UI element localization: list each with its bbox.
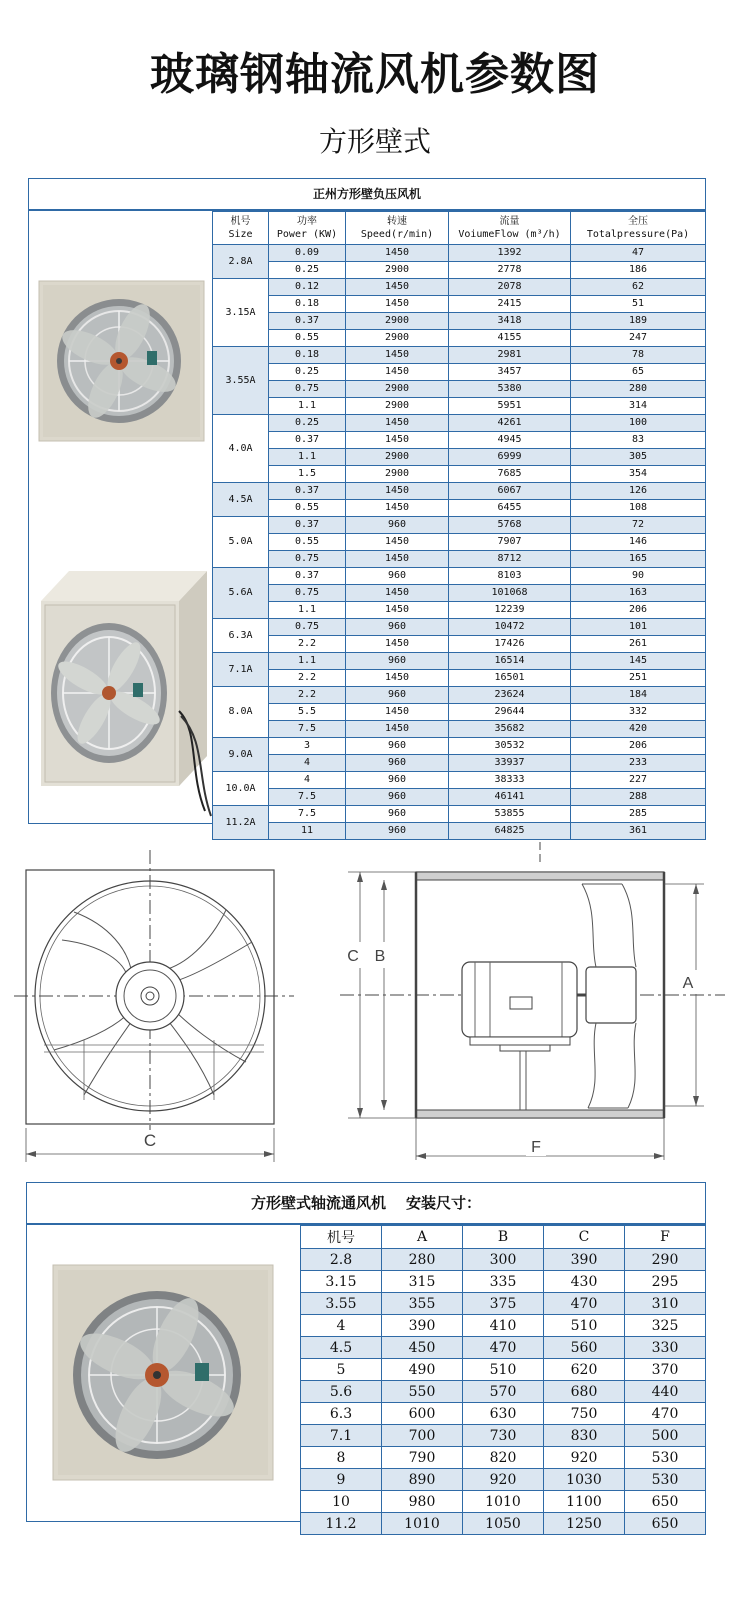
side-dim-a-label: A bbox=[682, 975, 694, 992]
spec-table-row bbox=[213, 755, 706, 772]
spec-cell-pressure: 314 bbox=[571, 398, 706, 415]
spec-table-row bbox=[213, 279, 706, 296]
dim-cell-a: 790 bbox=[382, 1447, 463, 1469]
spec-cell-flow: 1392 bbox=[449, 245, 571, 262]
spec-cell-power: 7.5 bbox=[269, 806, 346, 823]
spec-cell-flow: 101068 bbox=[449, 585, 571, 602]
spec-cell-size: 9.0A bbox=[213, 738, 269, 772]
spec-table-row bbox=[213, 551, 706, 568]
spec-cell-power: 2.2 bbox=[269, 687, 346, 704]
dim-cell-f: 530 bbox=[625, 1469, 706, 1491]
dim-cell-f: 325 bbox=[625, 1315, 706, 1337]
spec-cell-flow: 2778 bbox=[449, 262, 571, 279]
spec-cell-pressure: 280 bbox=[571, 381, 706, 398]
spec-cell-pressure: 261 bbox=[571, 636, 706, 653]
spec-cell-power: 0.75 bbox=[269, 551, 346, 568]
spec-cell-pressure: 361 bbox=[571, 823, 706, 840]
spec-cell-pressure: 189 bbox=[571, 313, 706, 330]
dimension-table-row bbox=[301, 1249, 706, 1271]
spec-cell-flow: 46141 bbox=[449, 789, 571, 806]
spec-cell-power: 4 bbox=[269, 772, 346, 789]
dim-cell-c: 750 bbox=[544, 1403, 625, 1425]
spec-table-row bbox=[213, 806, 706, 823]
spec-cell-power: 2.2 bbox=[269, 636, 346, 653]
dim-cell-a: 700 bbox=[382, 1425, 463, 1447]
page-title: 玻璃钢轴流风机参数图 bbox=[150, 49, 600, 100]
dim-header-c: C bbox=[544, 1226, 625, 1249]
dimension-table-row bbox=[301, 1337, 706, 1359]
dimension-table bbox=[300, 1225, 706, 1535]
dim-cell-f: 440 bbox=[625, 1381, 706, 1403]
spec-table-row bbox=[213, 619, 706, 636]
dim-cell-c: 560 bbox=[544, 1337, 625, 1359]
fan-photo-angled bbox=[41, 571, 211, 816]
spec-cell-speed: 1450 bbox=[346, 296, 449, 313]
spec-cell-speed: 1450 bbox=[346, 500, 449, 517]
spec-cell-flow: 29644 bbox=[449, 704, 571, 721]
dim-cell-f: 650 bbox=[625, 1491, 706, 1513]
spec-cell-size: 10.0A bbox=[213, 772, 269, 806]
spec-cell-speed: 960 bbox=[346, 738, 449, 755]
dim-cell-b: 300 bbox=[463, 1249, 544, 1271]
spec-cell-flow: 64825 bbox=[449, 823, 571, 840]
spec-table-row bbox=[213, 466, 706, 483]
spec-cell-power: 0.55 bbox=[269, 330, 346, 347]
spec-cell-flow: 5951 bbox=[449, 398, 571, 415]
dim-cell-c: 1030 bbox=[544, 1469, 625, 1491]
spec-cell-flow: 7907 bbox=[449, 534, 571, 551]
spec-cell-size: 3.55A bbox=[213, 347, 269, 415]
side-dim-f-label: F bbox=[531, 1139, 541, 1156]
spec-table-row bbox=[213, 789, 706, 806]
spec-cell-speed: 1450 bbox=[346, 636, 449, 653]
spec-cell-power: 0.37 bbox=[269, 568, 346, 585]
dim-cell-f: 290 bbox=[625, 1249, 706, 1271]
spec-cell-size: 5.6A bbox=[213, 568, 269, 619]
spec-cell-pressure: 47 bbox=[571, 245, 706, 262]
dimension-table-row bbox=[301, 1315, 706, 1337]
spec-table-row bbox=[213, 381, 706, 398]
spec-cell-pressure: 420 bbox=[571, 721, 706, 738]
spec-table-row bbox=[213, 483, 706, 500]
spec-cell-speed: 1450 bbox=[346, 432, 449, 449]
spec-cell-pressure: 305 bbox=[571, 449, 706, 466]
dim-cell-b: 1050 bbox=[463, 1513, 544, 1535]
spec-table-row bbox=[213, 364, 706, 381]
dim-cell-f: 370 bbox=[625, 1359, 706, 1381]
dimension-table-row bbox=[301, 1491, 706, 1513]
dim-header-a: A bbox=[382, 1226, 463, 1249]
spec-table-row bbox=[213, 636, 706, 653]
spec-cell-pressure: 146 bbox=[571, 534, 706, 551]
dimension-table-row bbox=[301, 1381, 706, 1403]
spec-table-row bbox=[213, 449, 706, 466]
dimension-table-row bbox=[301, 1447, 706, 1469]
spec-cell-speed: 1450 bbox=[346, 551, 449, 568]
spec-cell-speed: 960 bbox=[346, 789, 449, 806]
dimension-title-main: 方形壁式轴流通风机 bbox=[250, 1194, 386, 1212]
spec-cell-speed: 960 bbox=[346, 653, 449, 670]
spec-cell-size: 5.0A bbox=[213, 517, 269, 568]
spec-cell-speed: 1450 bbox=[346, 245, 449, 262]
dim-cell-c: 680 bbox=[544, 1381, 625, 1403]
spec-cell-flow: 6067 bbox=[449, 483, 571, 500]
spec-cell-flow: 3457 bbox=[449, 364, 571, 381]
spec-cell-speed: 1450 bbox=[346, 721, 449, 738]
spec-table-row bbox=[213, 585, 706, 602]
dimension-title-sub: 安装尺寸： bbox=[406, 1194, 482, 1212]
spec-cell-power: 1.1 bbox=[269, 398, 346, 415]
spec-cell-pressure: 51 bbox=[571, 296, 706, 313]
spec-cell-speed: 1450 bbox=[346, 585, 449, 602]
spec-table-row bbox=[213, 670, 706, 687]
spec-header-speed: 转速 Speed(r/min) bbox=[346, 212, 449, 245]
spec-cell-pressure: 72 bbox=[571, 517, 706, 534]
dim-cell-a: 550 bbox=[382, 1381, 463, 1403]
spec-cell-flow: 5768 bbox=[449, 517, 571, 534]
spec-table-row bbox=[213, 398, 706, 415]
spec-cell-flow: 8103 bbox=[449, 568, 571, 585]
spec-header-power: 功率 Power (KW) bbox=[269, 212, 346, 245]
spec-cell-flow: 33937 bbox=[449, 755, 571, 772]
side-view-drawing bbox=[340, 842, 730, 1164]
spec-cell-pressure: 251 bbox=[571, 670, 706, 687]
spec-table-row bbox=[213, 432, 706, 449]
dim-cell-b: 630 bbox=[463, 1403, 544, 1425]
spec-cell-power: 0.25 bbox=[269, 262, 346, 279]
spec-table-row bbox=[213, 653, 706, 670]
dim-header-b: B bbox=[463, 1226, 544, 1249]
spec-header-size: 机号 Size bbox=[213, 212, 269, 245]
dim-cell-f: 500 bbox=[625, 1425, 706, 1447]
spec-table-row bbox=[213, 313, 706, 330]
dim-cell-c: 920 bbox=[544, 1447, 625, 1469]
dim-cell-b: 470 bbox=[463, 1337, 544, 1359]
spec-cell-power: 0.18 bbox=[269, 347, 346, 364]
dim-cell-b: 920 bbox=[463, 1469, 544, 1491]
spec-cell-pressure: 145 bbox=[571, 653, 706, 670]
spec-cell-pressure: 206 bbox=[571, 602, 706, 619]
spec-cell-flow: 12239 bbox=[449, 602, 571, 619]
spec-cell-flow: 23624 bbox=[449, 687, 571, 704]
dim-cell-f: 330 bbox=[625, 1337, 706, 1359]
dim-cell-a: 600 bbox=[382, 1403, 463, 1425]
spec-cell-power: 7.5 bbox=[269, 789, 346, 806]
spec-cell-power: 1.1 bbox=[269, 653, 346, 670]
spec-cell-speed: 2900 bbox=[346, 262, 449, 279]
spec-cell-power: 7.5 bbox=[269, 721, 346, 738]
spec-cell-flow: 6999 bbox=[449, 449, 571, 466]
spec-cell-speed: 960 bbox=[346, 823, 449, 840]
spec-cell-speed: 960 bbox=[346, 806, 449, 823]
side-dim-b-label: B bbox=[374, 948, 386, 965]
spec-table-row bbox=[213, 704, 706, 721]
spec-cell-size: 8.0A bbox=[213, 687, 269, 738]
spec-table-row bbox=[213, 738, 706, 755]
dim-header-f: F bbox=[625, 1226, 706, 1249]
dim-cell-a: 280 bbox=[382, 1249, 463, 1271]
spec-cell-size: 4.0A bbox=[213, 415, 269, 483]
fan-photo-front bbox=[39, 281, 204, 441]
spec-cell-power: 11 bbox=[269, 823, 346, 840]
spec-cell-speed: 960 bbox=[346, 687, 449, 704]
spec-cell-speed: 2900 bbox=[346, 449, 449, 466]
spec-cell-size: 11.2A bbox=[213, 806, 269, 840]
spec-cell-flow: 17426 bbox=[449, 636, 571, 653]
dim-cell-c: 1100 bbox=[544, 1491, 625, 1513]
spec-cell-power: 0.18 bbox=[269, 296, 346, 313]
dim-cell-b: 820 bbox=[463, 1447, 544, 1469]
dim-cell-f: 310 bbox=[625, 1293, 706, 1315]
spec-cell-power: 0.09 bbox=[269, 245, 346, 262]
spec-cell-flow: 35682 bbox=[449, 721, 571, 738]
spec-table bbox=[212, 211, 706, 840]
spec-table-row bbox=[213, 330, 706, 347]
dimension-table-row bbox=[301, 1293, 706, 1315]
spec-cell-speed: 960 bbox=[346, 619, 449, 636]
dim-cell-f: 530 bbox=[625, 1447, 706, 1469]
spec-cell-speed: 1450 bbox=[346, 279, 449, 296]
spec-cell-speed: 1450 bbox=[346, 483, 449, 500]
dim-cell-a: 980 bbox=[382, 1491, 463, 1513]
spec-cell-power: 0.55 bbox=[269, 534, 346, 551]
dim-cell-a: 390 bbox=[382, 1315, 463, 1337]
dim-cell-size: 2.8 bbox=[301, 1249, 382, 1271]
spec-cell-flow: 4261 bbox=[449, 415, 571, 432]
spec-cell-speed: 960 bbox=[346, 517, 449, 534]
spec-cell-flow: 5380 bbox=[449, 381, 571, 398]
spec-cell-flow: 38333 bbox=[449, 772, 571, 789]
spec-cell-speed: 1450 bbox=[346, 415, 449, 432]
spec-table-row bbox=[213, 262, 706, 279]
spec-cell-speed: 2900 bbox=[346, 381, 449, 398]
spec-table-row bbox=[213, 568, 706, 585]
dim-cell-size: 10 bbox=[301, 1491, 382, 1513]
spec-cell-pressure: 108 bbox=[571, 500, 706, 517]
spec-cell-speed: 960 bbox=[346, 568, 449, 585]
product-photos bbox=[29, 211, 212, 823]
dimension-table-title bbox=[27, 1183, 705, 1225]
spec-cell-power: 3 bbox=[269, 738, 346, 755]
spec-cell-speed: 1450 bbox=[346, 602, 449, 619]
spec-cell-pressure: 100 bbox=[571, 415, 706, 432]
page-subtitle: 方形壁式 bbox=[318, 125, 431, 158]
spec-table-row bbox=[213, 823, 706, 840]
spec-cell-power: 0.55 bbox=[269, 500, 346, 517]
spec-cell-size: 2.8A bbox=[213, 245, 269, 279]
spec-table-header-row bbox=[213, 212, 706, 245]
spec-cell-power: 4 bbox=[269, 755, 346, 772]
dim-cell-c: 830 bbox=[544, 1425, 625, 1447]
spec-table-row bbox=[213, 772, 706, 789]
dimension-table-panel bbox=[26, 1182, 706, 1532]
spec-cell-speed: 2900 bbox=[346, 398, 449, 415]
spec-cell-size: 4.5A bbox=[213, 483, 269, 517]
spec-cell-speed: 1450 bbox=[346, 704, 449, 721]
spec-cell-size: 3.15A bbox=[213, 279, 269, 347]
spec-cell-pressure: 354 bbox=[571, 466, 706, 483]
spec-cell-flow: 2415 bbox=[449, 296, 571, 313]
dim-cell-size: 5 bbox=[301, 1359, 382, 1381]
dim-cell-b: 335 bbox=[463, 1271, 544, 1293]
dimension-table-row bbox=[301, 1359, 706, 1381]
spec-cell-power: 1.5 bbox=[269, 466, 346, 483]
dim-cell-a: 890 bbox=[382, 1469, 463, 1491]
spec-cell-power: 0.75 bbox=[269, 619, 346, 636]
spec-cell-speed: 1450 bbox=[346, 347, 449, 364]
spec-cell-flow: 10472 bbox=[449, 619, 571, 636]
spec-table-row bbox=[213, 721, 706, 738]
spec-cell-speed: 1450 bbox=[346, 534, 449, 551]
dim-cell-size: 11.2 bbox=[301, 1513, 382, 1535]
spec-cell-pressure: 233 bbox=[571, 755, 706, 772]
spec-table-row bbox=[213, 500, 706, 517]
spec-table-row bbox=[213, 517, 706, 534]
fan-photo-install bbox=[27, 1225, 300, 1521]
spec-cell-power: 2.2 bbox=[269, 670, 346, 687]
dim-cell-c: 390 bbox=[544, 1249, 625, 1271]
spec-cell-power: 0.25 bbox=[269, 415, 346, 432]
spec-cell-flow: 2981 bbox=[449, 347, 571, 364]
spec-cell-pressure: 62 bbox=[571, 279, 706, 296]
dimension-table-row bbox=[301, 1513, 706, 1535]
spec-cell-pressure: 332 bbox=[571, 704, 706, 721]
spec-header-flow: 流量 VoiumeFlow (m³/h) bbox=[449, 212, 571, 245]
spec-cell-power: 1.1 bbox=[269, 602, 346, 619]
spec-table-row bbox=[213, 296, 706, 313]
spec-cell-pressure: 186 bbox=[571, 262, 706, 279]
spec-cell-pressure: 163 bbox=[571, 585, 706, 602]
spec-cell-speed: 2900 bbox=[346, 330, 449, 347]
dimension-table-row bbox=[301, 1425, 706, 1447]
dim-cell-c: 620 bbox=[544, 1359, 625, 1381]
dim-cell-a: 1010 bbox=[382, 1513, 463, 1535]
dim-cell-b: 375 bbox=[463, 1293, 544, 1315]
spec-table-row bbox=[213, 347, 706, 364]
dim-cell-size: 5.6 bbox=[301, 1381, 382, 1403]
spec-cell-power: 5.5 bbox=[269, 704, 346, 721]
spec-cell-speed: 2900 bbox=[346, 313, 449, 330]
spec-header-pressure: 全压 Totalpressure(Pa) bbox=[571, 212, 706, 245]
dim-cell-size: 7.1 bbox=[301, 1425, 382, 1447]
dim-header-size: 机号 bbox=[301, 1226, 382, 1249]
dim-cell-b: 510 bbox=[463, 1359, 544, 1381]
spec-cell-flow: 16501 bbox=[449, 670, 571, 687]
dim-cell-a: 315 bbox=[382, 1271, 463, 1293]
spec-cell-pressure: 126 bbox=[571, 483, 706, 500]
dimension-table-header-row bbox=[301, 1226, 706, 1249]
dim-cell-size: 4.5 bbox=[301, 1337, 382, 1359]
dim-cell-a: 450 bbox=[382, 1337, 463, 1359]
dim-cell-f: 295 bbox=[625, 1271, 706, 1293]
spec-cell-pressure: 90 bbox=[571, 568, 706, 585]
spec-cell-power: 0.37 bbox=[269, 313, 346, 330]
dim-cell-f: 650 bbox=[625, 1513, 706, 1535]
spec-cell-pressure: 227 bbox=[571, 772, 706, 789]
dimension-table-row bbox=[301, 1469, 706, 1491]
spec-table-panel bbox=[28, 178, 706, 836]
spec-cell-flow: 6455 bbox=[449, 500, 571, 517]
dim-cell-c: 510 bbox=[544, 1315, 625, 1337]
front-view-drawing bbox=[14, 850, 300, 1170]
spec-table-row bbox=[213, 415, 706, 432]
spec-cell-pressure: 247 bbox=[571, 330, 706, 347]
dim-cell-a: 355 bbox=[382, 1293, 463, 1315]
spec-cell-speed: 2900 bbox=[346, 466, 449, 483]
dim-cell-b: 410 bbox=[463, 1315, 544, 1337]
spec-cell-power: 0.12 bbox=[269, 279, 346, 296]
spec-cell-power: 0.75 bbox=[269, 585, 346, 602]
spec-cell-speed: 1450 bbox=[346, 670, 449, 687]
dim-cell-size: 8 bbox=[301, 1447, 382, 1469]
dim-cell-c: 470 bbox=[544, 1293, 625, 1315]
spec-cell-flow: 2078 bbox=[449, 279, 571, 296]
dimension-table-row bbox=[301, 1403, 706, 1425]
dim-cell-b: 730 bbox=[463, 1425, 544, 1447]
dim-cell-f: 470 bbox=[625, 1403, 706, 1425]
spec-cell-pressure: 83 bbox=[571, 432, 706, 449]
spec-cell-flow: 8712 bbox=[449, 551, 571, 568]
spec-cell-pressure: 65 bbox=[571, 364, 706, 381]
spec-cell-speed: 960 bbox=[346, 755, 449, 772]
spec-cell-flow: 30532 bbox=[449, 738, 571, 755]
spec-cell-power: 0.37 bbox=[269, 517, 346, 534]
dim-cell-size: 4 bbox=[301, 1315, 382, 1337]
spec-cell-size: 6.3A bbox=[213, 619, 269, 653]
spec-cell-pressure: 101 bbox=[571, 619, 706, 636]
spec-cell-pressure: 206 bbox=[571, 738, 706, 755]
dim-cell-a: 490 bbox=[382, 1359, 463, 1381]
spec-cell-pressure: 288 bbox=[571, 789, 706, 806]
spec-cell-pressure: 184 bbox=[571, 687, 706, 704]
spec-table-row bbox=[213, 534, 706, 551]
spec-cell-flow: 3418 bbox=[449, 313, 571, 330]
spec-cell-flow: 4945 bbox=[449, 432, 571, 449]
spec-cell-speed: 960 bbox=[346, 772, 449, 789]
spec-cell-flow: 53855 bbox=[449, 806, 571, 823]
spec-cell-power: 0.37 bbox=[269, 483, 346, 500]
spec-table-title: 正州方形壁负压风机 bbox=[29, 179, 705, 211]
spec-cell-power: 1.1 bbox=[269, 449, 346, 466]
side-dim-c-label: C bbox=[347, 948, 359, 965]
dimension-table-row bbox=[301, 1271, 706, 1293]
dim-cell-size: 3.55 bbox=[301, 1293, 382, 1315]
spec-cell-power: 0.37 bbox=[269, 432, 346, 449]
dim-cell-b: 1010 bbox=[463, 1491, 544, 1513]
spec-cell-power: 0.75 bbox=[269, 381, 346, 398]
dim-cell-c: 430 bbox=[544, 1271, 625, 1293]
dim-cell-size: 6.3 bbox=[301, 1403, 382, 1425]
spec-cell-pressure: 165 bbox=[571, 551, 706, 568]
spec-cell-power: 0.25 bbox=[269, 364, 346, 381]
dim-cell-c: 1250 bbox=[544, 1513, 625, 1535]
spec-cell-size: 7.1A bbox=[213, 653, 269, 687]
spec-cell-flow: 16514 bbox=[449, 653, 571, 670]
spec-cell-pressure: 78 bbox=[571, 347, 706, 364]
dim-cell-b: 570 bbox=[463, 1381, 544, 1403]
spec-cell-flow: 4155 bbox=[449, 330, 571, 347]
front-dim-c-label: C bbox=[143, 1131, 157, 1150]
spec-table-row bbox=[213, 602, 706, 619]
dim-cell-size: 9 bbox=[301, 1469, 382, 1491]
spec-table-row bbox=[213, 687, 706, 704]
spec-cell-pressure: 285 bbox=[571, 806, 706, 823]
spec-table-row bbox=[213, 245, 706, 262]
spec-cell-flow: 7685 bbox=[449, 466, 571, 483]
dim-cell-size: 3.15 bbox=[301, 1271, 382, 1293]
spec-cell-speed: 1450 bbox=[346, 364, 449, 381]
